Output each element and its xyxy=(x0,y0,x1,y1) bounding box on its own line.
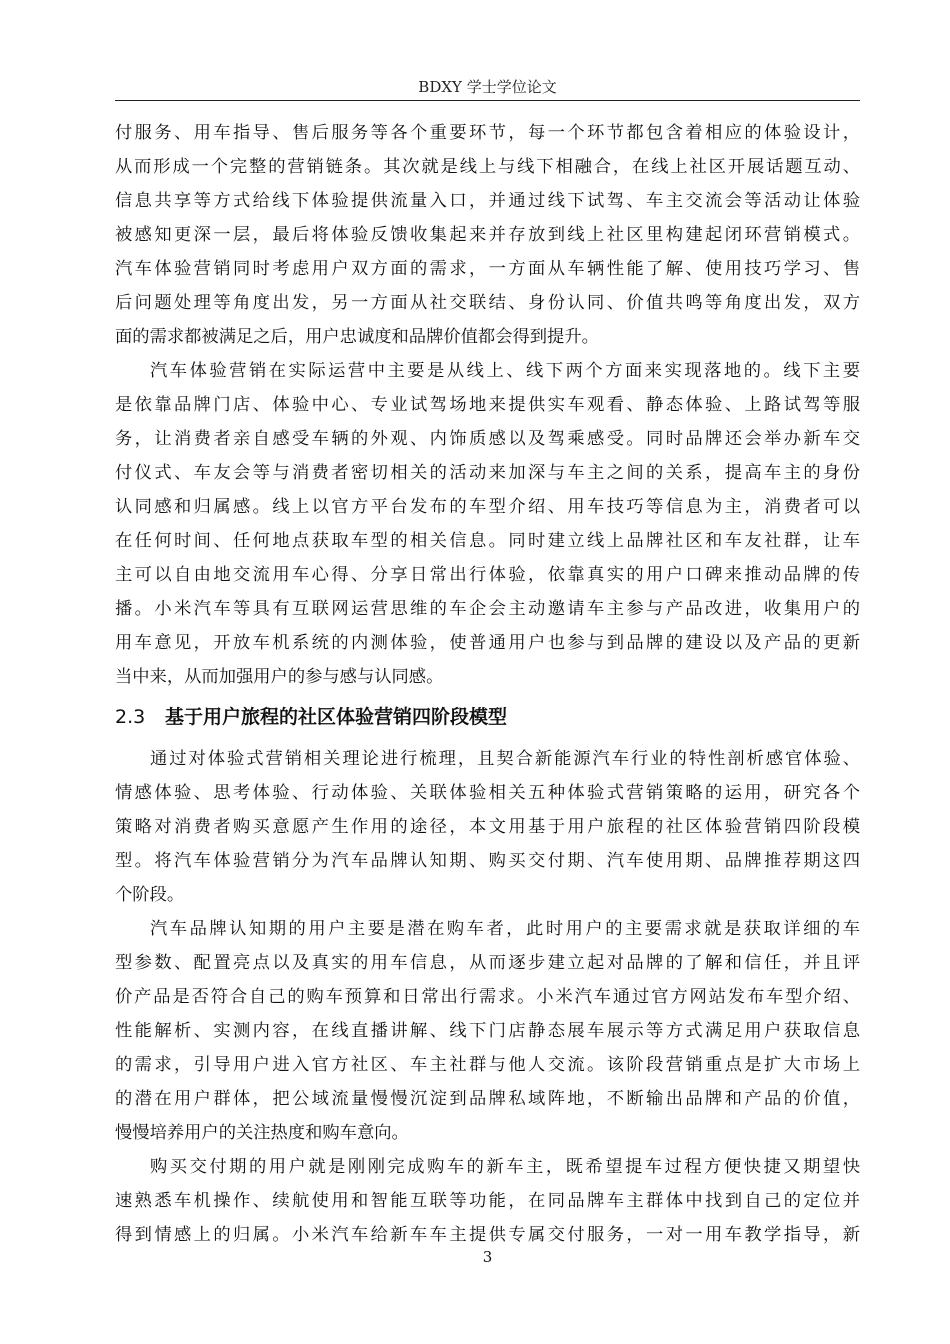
p1-line-4: 被感知更深一层，最后将体验反馈收集起来并存放到线上社区里构建起闭环营销模式。 xyxy=(115,225,860,245)
p3-line-4: 型。将汽车体验营销分为汽车品牌认知期、购买交付期、汽车使用期、品牌推荐期这四 xyxy=(115,851,860,871)
p2-line-6: 在任何时间、任何地点获取车型的相关信息。同时建立线上品牌社区和车友社群，让车 xyxy=(115,531,860,551)
p2-line-8: 播。小米汽车等具有互联网运营思维的车企会主动邀请车主参与产品改进，收集用户的 xyxy=(115,599,860,619)
p4-line-4: 性能解析、实测内容，在线直播讲解、线下门店静态展车展示等方式满足用户获取信息 xyxy=(115,1021,860,1041)
p4-line-1: 汽车品牌认知期的用户主要是潜在购车者，此时用户的主要需求就是获取详细的车 xyxy=(150,919,860,939)
p5-line-3: 得到情感上的归属。小米汽车给新车车主提供专属交付服务，一对一用车教学指导，新 xyxy=(115,1225,860,1245)
p2-line-2: 是依靠品牌门店、体验中心、专业试驾场地来提供实车观看、静态体验、上路试驾等服 xyxy=(115,395,860,415)
running-header: BDXY 学士学位论文 xyxy=(418,78,557,96)
p3-line-1: 通过对体验式营销相关理论进行梳理，且契合新能源汽车行业的特性剖析感官体验、 xyxy=(150,749,860,769)
p1-line-1: 付服务、用车指导、售后服务等各个重要环节，每一个环节都包含着相应的体验设计， xyxy=(115,123,860,143)
p2-line-10: 当中来，从而加强用户的参与感与认同感。 xyxy=(115,667,444,687)
p4-line-3: 价产品是否符合自己的购车预算和日常出行需求。小米汽车通过官方网站发布车型介绍、 xyxy=(115,987,860,1007)
section-title: 基于用户旅程的社区体验营销四阶段模型 xyxy=(165,706,508,728)
section-number: 2.3 xyxy=(115,706,146,728)
p5-line-1: 购买交付期的用户就是刚刚完成购车的新车主，既希望提车过程方便快捷又期望快 xyxy=(150,1157,860,1177)
p2-line-3: 务，让消费者亲自感受车辆的外观、内饰质感以及驾乘感受。同时品牌还会举办新车交 xyxy=(115,429,860,449)
p4-line-5: 的需求，引导用户进入官方社区、车主社群与他人交流。该阶段营销重点是扩大市场上 xyxy=(115,1055,860,1075)
page-number: 3 xyxy=(482,1248,493,1266)
p4-line-2: 型参数、配置亮点以及真实的用车信息，从而逐步建立起对品牌的了解和信任，并且评 xyxy=(115,953,860,973)
p3-line-5: 个阶段。 xyxy=(115,885,185,905)
p1-line-7: 面的需求都被满足之后，用户忠诚度和品牌价值都会得到提升。 xyxy=(115,327,599,347)
p3-line-2: 情感体验、思考体验、行动体验、关联体验相关五种体验式营销策略的运用，研究各个 xyxy=(115,783,860,803)
p4-line-7: 慢慢培养用户的关注热度和购车意向。 xyxy=(115,1123,409,1143)
p3-line-3: 策略对消费者购买意愿产生作用的途径，本文用基于用户旅程的社区体验营销四阶段模 xyxy=(115,817,860,837)
p1-line-2: 从而形成一个完整的营销链条。其次就是线上与线下相融合，在线上社区开展话题互动、 xyxy=(115,157,860,177)
p5-line-2: 速熟悉车机操作、续航使用和智能互联等功能，在同品牌车主群体中找到自己的定位并 xyxy=(115,1191,860,1211)
p1-line-5: 汽车体验营销同时考虑用户双方面的需求，一方面从车辆性能了解、使用技巧学习、售 xyxy=(115,259,860,279)
header-rule xyxy=(115,100,860,101)
p2-line-4: 付仪式、车友会等与消费者密切相关的活动来加深与车主之间的关系，提高车主的身份 xyxy=(115,463,860,483)
p1-line-6: 后问题处理等角度出发，另一方面从社交联结、身份认同、价值共鸣等角度出发，双方 xyxy=(115,293,860,313)
p2-line-5: 认同感和归属感。线上以官方平台发布的车型介绍、用车技巧等信息为主，消费者可以 xyxy=(115,497,860,517)
section-heading xyxy=(115,700,507,734)
p1-line-3: 信息共享等方式给线下体验提供流量入口，并通过线下试驾、车主交流会等活动让体验 xyxy=(115,191,860,211)
p2-line-7: 主可以自由地交流用车心得、分享日常出行体验，依靠真实的用户口碑来推动品牌的传 xyxy=(115,565,860,585)
p4-line-6: 的潜在用户群体，把公域流量慢慢沉淀到品牌私域阵地，不断输出品牌和产品的价值， xyxy=(115,1089,860,1109)
p2-line-9: 用车意见，开放车机系统的内测体验，使普通用户也参与到品牌的建设以及产品的更新 xyxy=(115,633,860,653)
p2-line-1: 汽车体验营销在实际运营中主要是从线上、线下两个方面来实现落地的。线下主要 xyxy=(150,361,860,381)
